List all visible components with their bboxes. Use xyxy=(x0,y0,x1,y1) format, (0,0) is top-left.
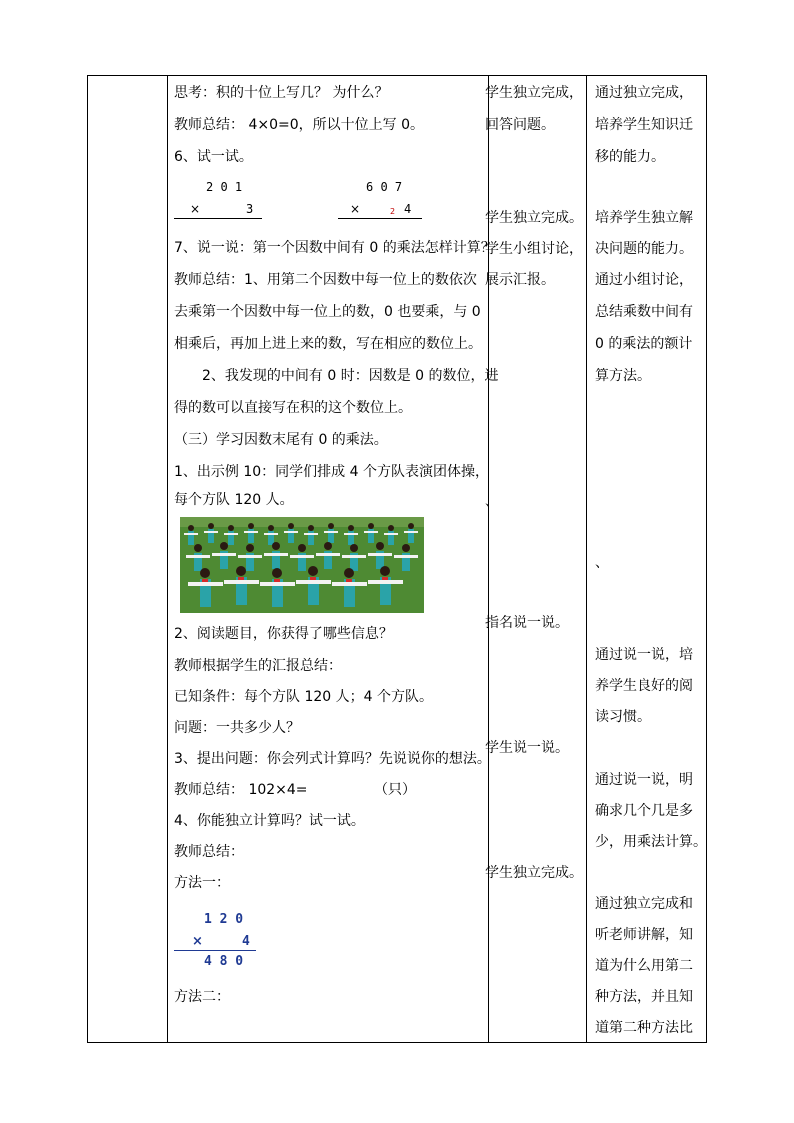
teacher-summary-2: 教师总结： 102×4= xyxy=(174,782,308,798)
activity-mark: 、 xyxy=(485,494,499,510)
lesson-table xyxy=(87,75,707,1043)
question-line: 问题：一共多少人？ xyxy=(174,720,300,736)
calc-top: 1 2 0 xyxy=(204,912,244,927)
left-column-cell xyxy=(88,76,167,1042)
teaching-process-cell xyxy=(168,76,499,1042)
goal-line: 道第二种方法比 xyxy=(595,1020,693,1036)
independent-heading: 4、你能独立计算吗？试一试。 xyxy=(174,813,365,829)
activity-line: 学生小组讨论， xyxy=(485,241,583,257)
calc-120x4 xyxy=(174,912,264,972)
known-conditions: 已知条件：每个方队 120 人；4 个方队。 xyxy=(174,689,433,705)
calc-line xyxy=(338,218,422,219)
teacher-report: 教师根据学生的汇报总结： xyxy=(174,658,342,674)
goal-line: 通过说一说，培 xyxy=(595,647,693,663)
calc-top: 6 0 7 xyxy=(366,180,403,194)
goal-line: 听老师讲解，知 xyxy=(595,927,693,943)
goal-line: 养学生良好的阅 xyxy=(595,678,693,694)
activity-line: 展示汇报。 xyxy=(485,272,555,288)
summary-line: 2、我发现的中间有 0 时：因数是 0 的数位，进 xyxy=(202,368,499,384)
try-heading: 6、试一试。 xyxy=(174,149,253,165)
calc-line xyxy=(174,950,256,951)
goal-line: 通过小组讨论， xyxy=(595,272,693,288)
goal-line: 算方法。 xyxy=(595,368,651,384)
method-one-label: 方法一： xyxy=(174,875,230,891)
design-intent-cell xyxy=(587,76,705,1042)
activity-line: 回答问题。 xyxy=(485,117,555,133)
multiply-sign: × xyxy=(190,202,201,216)
goal-line: 0 的乘法的额计 xyxy=(595,336,693,352)
calc-line xyxy=(174,218,262,219)
example-line: 1、出示例 10：同学们排成 4 个方队表演团体操， xyxy=(174,464,489,480)
activity-line: 学生独立完成， xyxy=(485,85,583,101)
summary-line: 教师总结：1、用第二个因数中每一位上的数依次 xyxy=(174,272,477,288)
calc-201x3 xyxy=(174,180,264,220)
unit-label: （只） xyxy=(374,782,416,798)
teacher-summary-1: 教师总结： 4×0=0，所以十位上写 0。 xyxy=(174,117,424,133)
activity-line: 学生独立完成。 xyxy=(485,210,583,226)
activity-line: 学生说一说。 xyxy=(485,740,569,756)
calc-bottom: 4 xyxy=(404,202,412,216)
teacher-summary-3: 教师总结： xyxy=(174,844,244,860)
summary-line: 得的数可以直接写在积的这个数位上。 xyxy=(174,400,412,416)
say-heading: 7、说一说：第一个因数中间有 0 的乘法怎样计算？ xyxy=(174,240,495,256)
method-two-label: 方法二： xyxy=(174,989,230,1005)
student-activity-cell xyxy=(485,76,586,1042)
calc-result: 4 8 0 xyxy=(204,954,244,969)
summary-line: 去乘第一个因数中每一位上的数，0 也要乘，与 0 xyxy=(174,304,481,320)
ask-question: 3、提出问题：你会列式计算吗？先说说你的想法。 xyxy=(174,751,491,767)
calc-bottom: 3 xyxy=(246,202,254,216)
goal-line: 通过独立完成， xyxy=(595,85,693,101)
gymnastics-photo xyxy=(180,517,424,613)
goal-line: 移的能力。 xyxy=(595,149,665,165)
calc-607x4 xyxy=(338,180,428,220)
multiply-sign: × xyxy=(350,202,361,216)
goal-line: 培养学生知识迁 xyxy=(595,117,693,133)
goal-line: 决问题的能力。 xyxy=(595,241,693,257)
goal-mark: 、 xyxy=(595,555,609,571)
goal-line: 读习惯。 xyxy=(595,709,651,725)
goal-line: 总结乘数中间有 xyxy=(595,304,693,320)
calc-top: 2 0 1 xyxy=(206,180,243,194)
goal-line: 确求几个几是多 xyxy=(595,803,693,819)
section-heading: （三）学习因数末尾有 0 的乘法。 xyxy=(174,432,388,448)
think-question: 思考：积的十位上写几？ 为什么？ xyxy=(174,85,389,101)
goal-line: 少，用乘法计算。 xyxy=(595,834,707,850)
activity-line: 指名说一说。 xyxy=(485,615,569,631)
goal-line: 培养学生独立解 xyxy=(595,210,693,226)
goal-line: 种方法，并且知 xyxy=(595,989,693,1005)
carry-digit: 2 xyxy=(390,207,396,216)
summary-line: 相乘后，再加上进上来的数，写在相应的数位上。 xyxy=(174,336,482,352)
multiply-sign: × xyxy=(192,934,203,949)
example-line: 每个方队 120 人。 xyxy=(174,492,294,508)
read-heading: 2、阅读题目，你获得了哪些信息？ xyxy=(174,626,393,642)
goal-line: 通过说一说，明 xyxy=(595,772,693,788)
calc-bottom: 4 xyxy=(242,934,250,949)
goal-line: 通过独立完成和 xyxy=(595,896,693,912)
activity-line: 学生独立完成。 xyxy=(485,865,583,881)
goal-line: 道为什么用第二 xyxy=(595,958,693,974)
